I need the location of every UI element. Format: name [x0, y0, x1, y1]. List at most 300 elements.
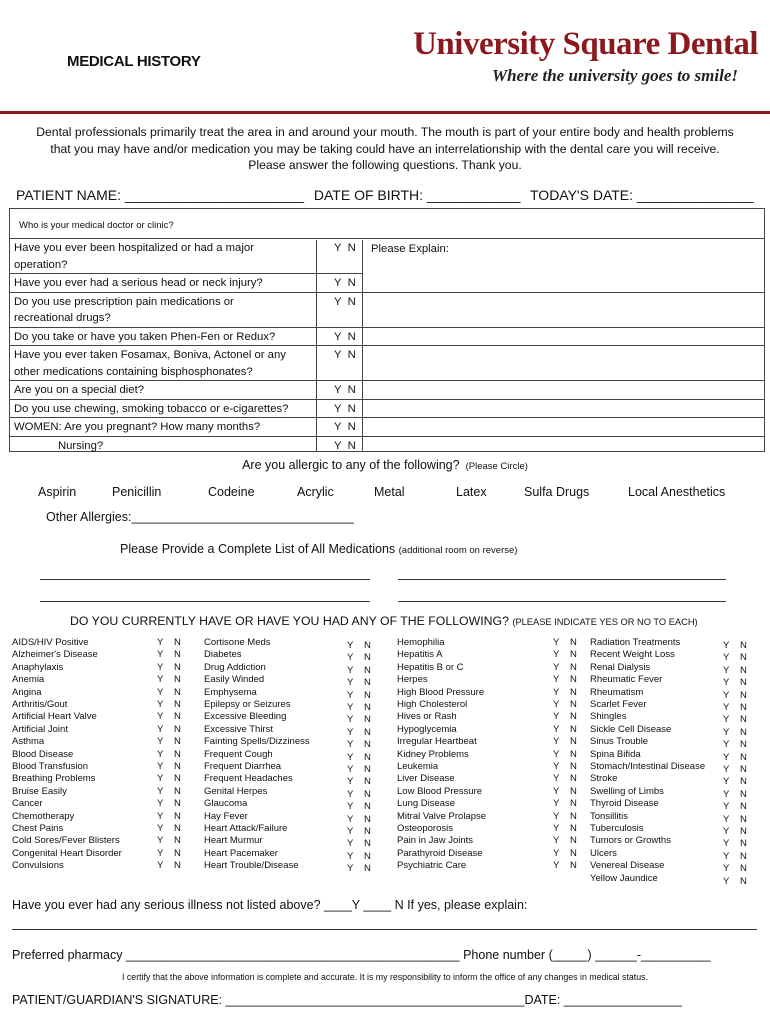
condition-label: Kidney Problems	[397, 748, 469, 760]
condition-yes[interactable]: Y	[723, 850, 730, 862]
question-text	[10, 329, 316, 346]
condition-label: Renal Dialysis	[590, 661, 651, 673]
condition-no[interactable]: N	[174, 686, 181, 698]
condition-yes[interactable]: Y	[157, 773, 164, 785]
row-divider	[10, 436, 764, 437]
allergy-question	[0, 458, 770, 472]
condition-label: Sinus Trouble	[590, 736, 649, 748]
condition-no[interactable]: N	[364, 739, 371, 751]
column-divider	[362, 240, 363, 452]
condition-label: Hay Fever	[204, 810, 248, 822]
condition-label: Arthritis/Gout	[12, 699, 68, 710]
condition-no[interactable]: N	[570, 736, 577, 748]
yes-no-choice[interactable]: Y N	[334, 439, 356, 452]
question-line: Have you ever taken Fosamax, Boniva, Actonel or any	[14, 349, 286, 361]
condition-no[interactable]: N	[740, 726, 747, 738]
condition-no[interactable]: N	[364, 640, 371, 651]
condition-label: Genital Herpes	[204, 785, 268, 797]
row-divider	[10, 327, 764, 328]
condition-no[interactable]: N	[174, 723, 181, 735]
condition-label: Hives or Rash	[397, 711, 457, 723]
condition-label: High Cholesterol	[397, 699, 468, 710]
condition-label: Stomach/Intestinal Disease	[590, 761, 706, 772]
row-divider	[10, 380, 764, 381]
condition-yes[interactable]: Y	[347, 714, 354, 726]
condition-yes[interactable]: Y	[553, 835, 560, 847]
condition-yes[interactable]: Y	[347, 689, 354, 701]
condition-yes[interactable]: Y	[723, 689, 730, 701]
condition-label: Bruise Easily	[12, 785, 67, 797]
conditions-title: DO YOU CURRENTLY HAVE OR HAVE YOU HAD ANY OF THE FOLLOWING?	[70, 614, 509, 628]
patient-name-field[interactable]: PATIENT NAME: _______________________	[16, 187, 304, 203]
condition-label: Tuberculosis	[590, 823, 644, 834]
certification-statement: I certify that the above information is complete and accurate. It is my responsibility to inform the office of any changes in medical status.	[122, 972, 648, 982]
question-line: Are you on a special diet?	[14, 384, 144, 396]
condition-label: Leukemia	[397, 761, 439, 772]
condition-no[interactable]: N	[174, 649, 181, 661]
medication-line[interactable]	[398, 579, 726, 580]
condition-no[interactable]: N	[364, 677, 371, 689]
condition-yes[interactable]: Y	[553, 736, 560, 748]
condition-label: Hemophilia	[397, 637, 445, 648]
question-line: recreational drugs?	[14, 312, 111, 324]
condition-label: Angina	[12, 686, 42, 698]
condition-yes[interactable]: Y	[553, 711, 560, 723]
condition-label: Emphysema	[204, 686, 257, 698]
condition-label: Rheumatic Fever	[590, 674, 663, 686]
condition-no[interactable]: N	[364, 813, 371, 825]
question-line: Do you use chewing, smoking tobacco or e-cigarettes?	[14, 402, 289, 415]
condition-label: Sickle Cell Disease	[590, 723, 672, 735]
condition-label: Asthma	[12, 736, 45, 748]
condition-yes[interactable]: Y	[723, 863, 730, 875]
condition-yes[interactable]: Y	[347, 726, 354, 738]
condition-yes[interactable]: Y	[157, 823, 164, 834]
condition-yes[interactable]: Y	[553, 699, 560, 710]
condition-no[interactable]: N	[570, 823, 577, 834]
condition-yes[interactable]: Y	[347, 838, 354, 850]
condition-label: Excessive Thirst	[204, 723, 273, 735]
condition-no[interactable]: N	[174, 637, 181, 648]
todays-date-field[interactable]: TODAY'S DATE: _______________	[530, 187, 754, 203]
condition-no[interactable]: N	[740, 764, 747, 775]
condition-yes[interactable]: Y	[553, 823, 560, 834]
condition-yes[interactable]: Y	[553, 847, 560, 859]
condition-no[interactable]: N	[364, 801, 371, 813]
condition-label: Artificial Joint	[12, 723, 68, 735]
condition-no[interactable]: N	[174, 748, 181, 760]
condition-yes[interactable]: Y	[723, 702, 730, 713]
condition-label: Frequent Cough	[204, 748, 273, 760]
condition-no[interactable]: N	[174, 823, 181, 834]
row-divider	[10, 417, 764, 418]
condition-label: Epilepsy or Seizures	[204, 699, 291, 710]
question-line: Nursing?	[14, 439, 104, 452]
condition-label: Venereal Disease	[590, 860, 665, 872]
condition-no[interactable]: N	[740, 850, 747, 862]
explain-line[interactable]	[12, 929, 757, 930]
condition-yes[interactable]: Y	[347, 813, 354, 825]
condition-yes[interactable]: Y	[347, 863, 354, 875]
medication-line[interactable]	[398, 601, 726, 602]
condition-no[interactable]: N	[740, 739, 747, 751]
condition-no[interactable]: N	[174, 736, 181, 748]
allergy-option[interactable]: Codeine	[208, 485, 255, 499]
condition-label: Glaucoma	[204, 798, 248, 810]
condition-label: Breathing Problems	[12, 773, 96, 785]
condition-label: Heart Murmur	[204, 835, 263, 847]
condition-yes[interactable]: Y	[347, 664, 354, 676]
condition-no[interactable]: N	[740, 776, 747, 788]
condition-yes[interactable]: Y	[723, 776, 730, 788]
allergy-option[interactable]: Latex	[456, 485, 487, 499]
condition-yes[interactable]: Y	[723, 764, 730, 775]
condition-yes[interactable]: Y	[157, 711, 164, 723]
patient-info-line	[16, 187, 760, 203]
condition-yes[interactable]: Y	[347, 764, 354, 775]
allergy-option[interactable]: Local Anesthetics	[628, 485, 726, 499]
condition-label: Yellow Jaundice	[590, 872, 658, 884]
conditions-note: (PLEASE INDICATE YES OR NO TO EACH)	[512, 617, 698, 627]
condition-no[interactable]: N	[570, 711, 577, 723]
signature-field[interactable]: PATIENT/GUARDIAN'S SIGNATURE: ___________________________________________DATE: _________________	[12, 993, 682, 1007]
condition-yes[interactable]: Y	[347, 826, 354, 837]
condition-label: Easily Winded	[204, 674, 265, 686]
condition-yes[interactable]: Y	[723, 826, 730, 837]
condition-label: Blood Transfusion	[12, 761, 89, 772]
yes-no-choice[interactable]: Y N	[334, 330, 356, 343]
condition-yes[interactable]: Y	[157, 736, 164, 748]
condition-yes[interactable]: Y	[553, 798, 560, 810]
condition-no[interactable]: N	[740, 714, 747, 726]
condition-no[interactable]: N	[570, 686, 577, 698]
condition-no[interactable]: N	[740, 652, 747, 664]
condition-no[interactable]: N	[570, 748, 577, 760]
medication-line[interactable]	[40, 579, 370, 580]
question-line: other medications containing bisphosphonates?	[14, 365, 253, 378]
question-text	[10, 438, 316, 455]
condition-yes[interactable]: Y	[723, 813, 730, 825]
other-allergies-field[interactable]: Other Allergies:________________________________	[46, 510, 354, 524]
condition-yes[interactable]: Y	[723, 664, 730, 676]
condition-no[interactable]: N	[174, 661, 181, 673]
condition-no[interactable]: N	[740, 863, 747, 875]
question-text	[10, 294, 316, 327]
date-of-birth-field[interactable]: DATE OF BIRTH: ____________	[313, 187, 521, 203]
condition-no[interactable]: N	[740, 689, 747, 701]
condition-no[interactable]: N	[740, 640, 747, 651]
question-line: Have you ever had a serious head or neck injury?	[14, 277, 263, 289]
condition-label: Liver Disease	[397, 773, 455, 785]
condition-yes[interactable]: Y	[157, 748, 164, 760]
condition-yes[interactable]: Y	[723, 640, 730, 651]
condition-no[interactable]: N	[570, 785, 577, 797]
condition-label: Pain in Jaw Joints	[397, 835, 474, 847]
condition-yes[interactable]: Y	[157, 699, 164, 710]
question-text	[10, 347, 316, 380]
condition-yes[interactable]: Y	[723, 875, 730, 887]
condition-label: Chemotherapy	[12, 810, 75, 822]
condition-label: Low Blood Pressure	[397, 785, 483, 797]
condition-no[interactable]: N	[364, 850, 371, 862]
condition-label: Herpes	[397, 674, 428, 686]
condition-label: Anaphylaxis	[12, 661, 64, 673]
row-divider	[10, 345, 764, 346]
condition-no[interactable]: N	[570, 761, 577, 772]
condition-yes[interactable]: Y	[157, 723, 164, 735]
allergy-option[interactable]: Penicillin	[112, 485, 162, 499]
condition-yes[interactable]: Y	[723, 801, 730, 813]
condition-yes[interactable]: Y	[553, 773, 560, 785]
condition-no[interactable]: N	[570, 810, 577, 822]
condition-no[interactable]: N	[570, 723, 577, 735]
condition-no[interactable]: N	[174, 860, 181, 872]
condition-no[interactable]: N	[570, 649, 577, 661]
condition-label: Anemia	[12, 674, 45, 686]
condition-label: Heart Attack/Failure	[204, 823, 288, 834]
condition-yes[interactable]: Y	[553, 649, 560, 661]
condition-label: Scarlet Fever	[590, 699, 647, 710]
condition-no[interactable]: N	[364, 652, 371, 664]
condition-label: Shingles	[590, 711, 627, 723]
condition-no[interactable]: N	[364, 702, 371, 713]
condition-no[interactable]: N	[570, 773, 577, 785]
condition-yes[interactable]: Y	[347, 776, 354, 788]
condition-yes[interactable]: Y	[723, 751, 730, 763]
question-line: WOMEN: Are you pregnant? How many months?	[14, 421, 261, 433]
condition-label: Spina Bifida	[590, 748, 641, 760]
condition-no[interactable]: N	[740, 801, 747, 813]
questions-table	[9, 208, 765, 452]
condition-yes[interactable]: Y	[347, 751, 354, 763]
condition-no[interactable]: N	[174, 798, 181, 810]
condition-yes[interactable]: Y	[157, 649, 164, 661]
allergy-option[interactable]: Acrylic	[297, 485, 334, 499]
condition-label: Radiation Treatments	[590, 637, 681, 648]
condition-yes[interactable]: Y	[347, 850, 354, 862]
condition-yes[interactable]: Y	[553, 686, 560, 698]
condition-label: Alzheimer's Disease	[12, 649, 98, 661]
condition-yes[interactable]: Y	[157, 847, 164, 859]
condition-no[interactable]: N	[570, 835, 577, 847]
yes-no-choice[interactable]: Y N	[334, 349, 356, 361]
condition-yes[interactable]: Y	[723, 652, 730, 664]
medications-note: (additional room on reverse)	[398, 545, 518, 556]
condition-label: Cold Sores/Fever Blisters	[12, 835, 120, 847]
condition-label: Heart Trouble/Disease	[204, 860, 299, 872]
condition-yes[interactable]: Y	[553, 748, 560, 760]
condition-no[interactable]: N	[174, 761, 181, 772]
condition-no[interactable]: N	[570, 847, 577, 859]
condition-yes[interactable]: Y	[553, 860, 560, 872]
condition-label: High Blood Pressure	[397, 686, 485, 698]
condition-label: Frequent Diarrhea	[204, 761, 282, 772]
condition-label: Blood Disease	[12, 748, 74, 760]
condition-no[interactable]: N	[740, 875, 747, 887]
question-text	[10, 419, 316, 436]
condition-yes[interactable]: Y	[157, 785, 164, 797]
condition-no[interactable]: N	[364, 838, 371, 850]
pharmacy-field[interactable]: Preferred pharmacy ________________________________________________ Phone number (_____) ______-__________	[12, 948, 711, 962]
condition-yes[interactable]: Y	[347, 739, 354, 751]
yes-no-choice[interactable]: Y N	[334, 295, 356, 308]
condition-no[interactable]: N	[364, 788, 371, 800]
medications-heading	[120, 542, 517, 556]
condition-yes[interactable]: Y	[723, 739, 730, 751]
condition-label: Excessive Bleeding	[204, 711, 287, 723]
condition-label: Cancer	[12, 798, 43, 810]
condition-yes[interactable]: Y	[157, 674, 164, 686]
condition-label: Hepatitis A	[397, 649, 443, 661]
question-line: Do you use prescription pain medications or	[14, 295, 234, 308]
yes-no-choice[interactable]: Y N	[334, 421, 356, 433]
condition-no[interactable]: N	[364, 726, 371, 738]
condition-no[interactable]: N	[174, 810, 181, 822]
row-divider	[10, 399, 764, 400]
condition-yes[interactable]: Y	[723, 677, 730, 689]
condition-label: Mitral Valve Prolapse	[397, 810, 487, 822]
yes-no-choice[interactable]: Y N	[334, 277, 356, 289]
question-text	[10, 275, 316, 292]
condition-no[interactable]: N	[174, 711, 181, 723]
condition-yes[interactable]: Y	[347, 702, 354, 713]
condition-no[interactable]: N	[740, 813, 747, 825]
intro-paragraph	[0, 124, 770, 174]
condition-yes[interactable]: Y	[723, 788, 730, 800]
condition-label: Cortisone Meds	[204, 637, 271, 648]
brand-logo-text: University Square Dental	[413, 26, 758, 62]
condition-no[interactable]: N	[364, 714, 371, 726]
condition-yes[interactable]: Y	[723, 714, 730, 726]
condition-yes[interactable]: Y	[157, 798, 164, 810]
condition-no[interactable]: N	[174, 835, 181, 847]
condition-no[interactable]: N	[364, 776, 371, 788]
condition-no[interactable]: N	[740, 826, 747, 837]
condition-label: Parathyroid Disease	[397, 847, 483, 859]
yes-no-choice[interactable]: Y N	[334, 242, 356, 254]
condition-yes[interactable]: Y	[347, 788, 354, 800]
please-explain-label: Please Explain:	[371, 243, 449, 255]
condition-label: Tumors or Growths	[590, 835, 671, 847]
condition-yes[interactable]: Y	[157, 810, 164, 822]
condition-no[interactable]: N	[174, 699, 181, 710]
condition-no[interactable]: N	[364, 863, 371, 875]
condition-label: Thyroid Disease	[590, 798, 659, 810]
medication-line[interactable]	[40, 601, 370, 602]
allergy-option[interactable]: Sulfa Drugs	[524, 485, 590, 499]
condition-no[interactable]: N	[740, 788, 747, 800]
intro-line: that you may have and/or medication you may be taking could have an interrelationship with the dental care you will receive.	[50, 141, 720, 156]
condition-yes[interactable]: Y	[553, 674, 560, 686]
condition-no[interactable]: N	[740, 677, 747, 689]
medications-title: Please Provide a Complete List of All Medications	[120, 542, 396, 556]
condition-no[interactable]: N	[364, 664, 371, 676]
condition-no[interactable]: N	[570, 674, 577, 686]
question-line: Have you ever been hospitalized or had a major	[14, 242, 254, 254]
condition-yes[interactable]: Y	[157, 860, 164, 872]
condition-yes[interactable]: Y	[553, 785, 560, 797]
condition-no[interactable]: N	[570, 860, 577, 872]
condition-yes[interactable]: Y	[347, 677, 354, 689]
row-divider	[10, 273, 362, 274]
allergy-option[interactable]: Aspirin	[38, 485, 77, 499]
condition-yes[interactable]: Y	[553, 810, 560, 822]
condition-label: Hepatitis B or C	[397, 661, 464, 673]
condition-no[interactable]: N	[570, 798, 577, 810]
condition-no[interactable]: N	[174, 847, 181, 859]
condition-no[interactable]: N	[364, 689, 371, 701]
condition-label: Frequent Headaches	[204, 773, 293, 785]
condition-label: Lung Disease	[397, 798, 456, 810]
condition-label: Stroke	[590, 773, 618, 785]
condition-label: Heart Pacemaker	[204, 847, 278, 859]
question-line: Do you take or have you taken Phen-Fen or Redux?	[14, 330, 276, 343]
condition-yes[interactable]: Y	[723, 838, 730, 850]
allergy-option[interactable]: Metal	[374, 485, 405, 499]
condition-no[interactable]: N	[174, 773, 181, 785]
condition-yes[interactable]: Y	[553, 637, 560, 648]
condition-yes[interactable]: Y	[553, 661, 560, 673]
condition-yes[interactable]: Y	[157, 761, 164, 772]
condition-yes[interactable]: Y	[347, 801, 354, 813]
intro-line: Please answer the following questions. Thank you.	[248, 158, 522, 172]
doctor-clinic-field[interactable]: Who is your medical doctor or clinic?	[9, 208, 765, 239]
condition-label: Tonsillitis	[590, 810, 629, 822]
condition-no[interactable]: N	[174, 674, 181, 686]
condition-yes[interactable]: Y	[723, 726, 730, 738]
condition-label: Chest Pains	[12, 823, 64, 834]
condition-no[interactable]: N	[570, 637, 577, 648]
condition-yes[interactable]: Y	[553, 723, 560, 735]
row-divider	[10, 292, 764, 293]
condition-yes[interactable]: Y	[157, 835, 164, 847]
condition-label: Osteoporosis	[397, 823, 453, 834]
question-line: operation?	[14, 258, 68, 271]
condition-label: Artificial Heart Valve	[12, 711, 97, 723]
condition-no[interactable]: N	[364, 751, 371, 763]
condition-no[interactable]: N	[364, 764, 371, 775]
question-text	[10, 240, 316, 273]
serious-illness-question[interactable]: Have you ever had any serious illness not listed above? ____Y ____ N If yes, please explain:	[12, 898, 528, 912]
condition-yes[interactable]: Y	[157, 661, 164, 673]
condition-no[interactable]: N	[174, 785, 181, 797]
intro-line: Dental professionals primarily treat the area in and around your mouth. The mouth is part of your entire body and health problems	[36, 125, 734, 139]
condition-no[interactable]: N	[740, 751, 747, 763]
condition-no[interactable]: N	[570, 661, 577, 673]
allergy-note: (Please Circle)	[465, 461, 528, 472]
condition-label: Convulsions	[12, 860, 64, 872]
condition-yes[interactable]: Y	[347, 640, 354, 651]
yes-no-choice[interactable]: Y N	[334, 384, 356, 396]
yes-no-choice[interactable]: Y N	[334, 402, 356, 415]
condition-yes[interactable]: Y	[157, 686, 164, 698]
condition-yes[interactable]: Y	[553, 761, 560, 772]
condition-yes[interactable]: Y	[347, 652, 354, 664]
conditions-heading	[70, 614, 698, 628]
condition-label: Rheumatism	[590, 686, 644, 698]
condition-no[interactable]: N	[740, 702, 747, 713]
condition-no[interactable]: N	[364, 826, 371, 837]
condition-no[interactable]: N	[570, 699, 577, 710]
condition-label: Hypoglycemia	[397, 723, 457, 735]
condition-label: Diabetes	[204, 649, 242, 661]
condition-yes[interactable]: Y	[157, 637, 164, 648]
condition-no[interactable]: N	[740, 838, 747, 850]
condition-label: Ulcers	[590, 847, 617, 859]
header-divider	[0, 111, 770, 114]
allergy-title: Are you allergic to any of the following?	[242, 458, 460, 472]
condition-no[interactable]: N	[740, 664, 747, 676]
